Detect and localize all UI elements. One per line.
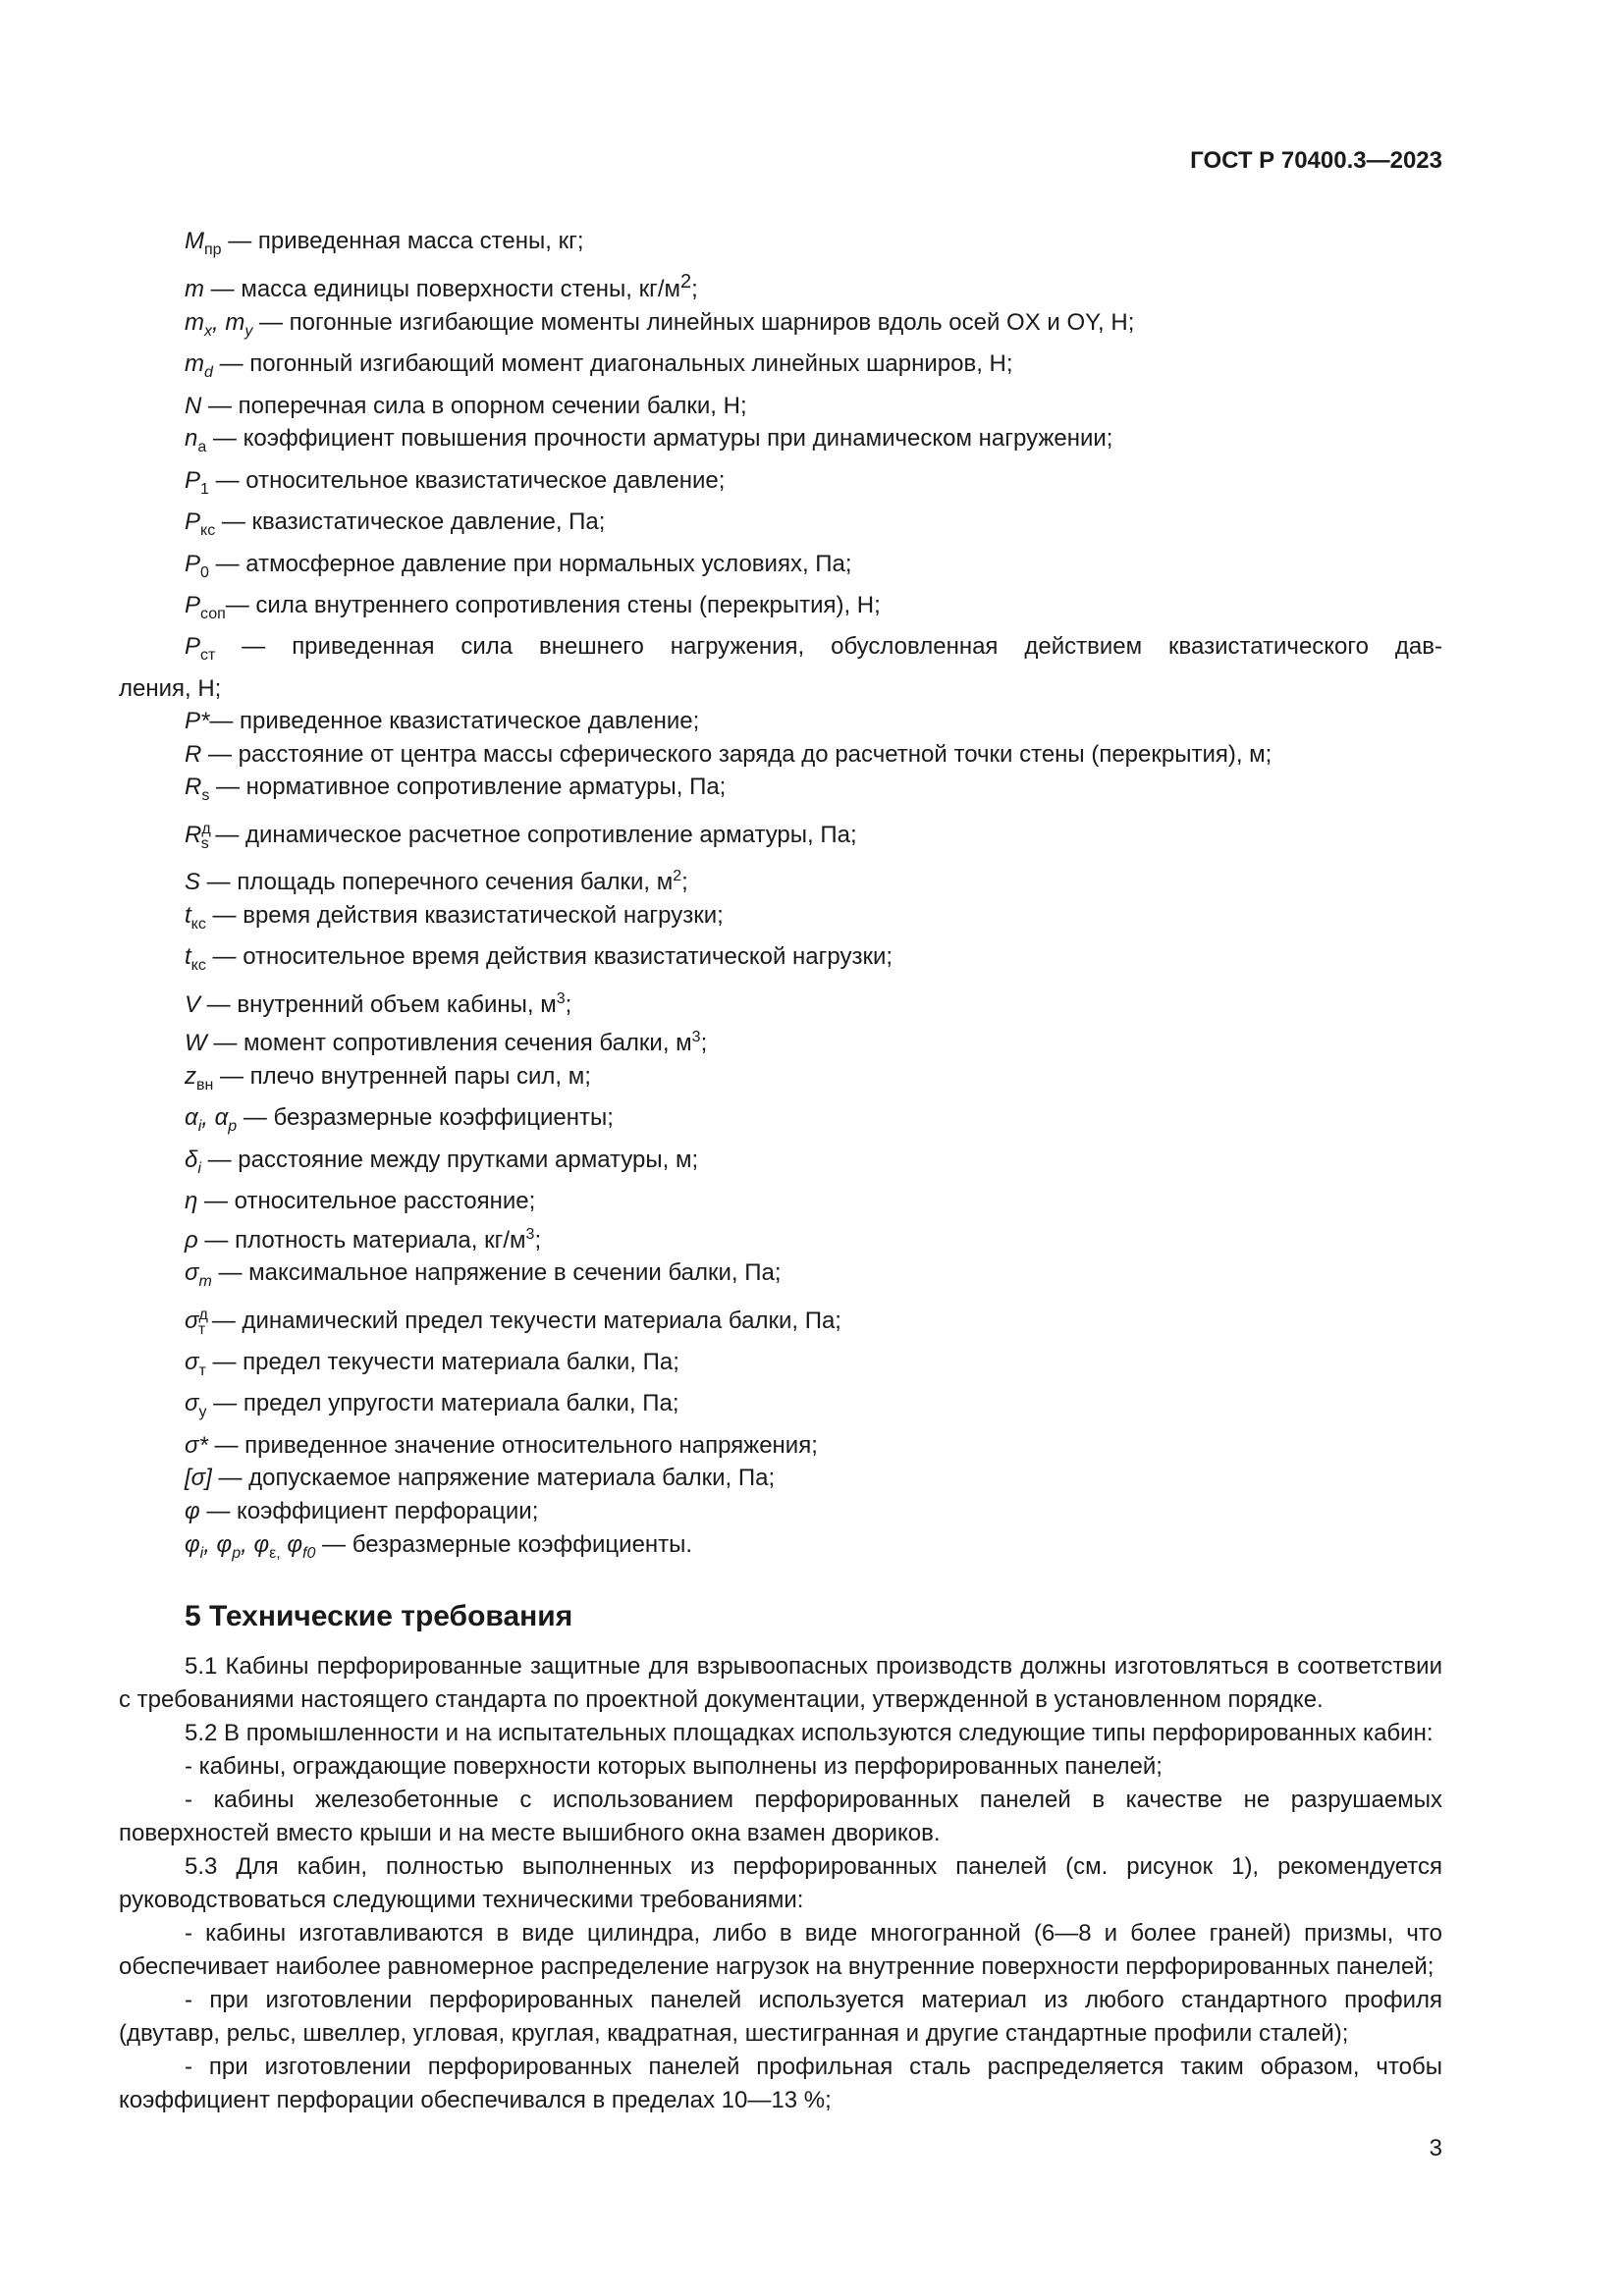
symbol-definition <box>119 1256 1442 1298</box>
symbol-definition <box>119 940 1442 982</box>
symbol-description: — приведенное значение относительного напряжения; <box>207 1431 818 1459</box>
symbol-description: — безразмерные коэффициенты; <box>237 1104 614 1132</box>
symbol-description: — динамический предел текучести материала балки, Па; <box>205 1307 841 1334</box>
symbol-definition <box>119 464 1442 506</box>
symbol-definition <box>119 1299 1442 1346</box>
symbol-description: — квазистатическое давление, Па; <box>215 508 606 536</box>
symbol-description: — безразмерные коэффициенты. <box>315 1530 693 1558</box>
symbol: $P_{кс}$ <box>185 508 216 539</box>
symbol-description: — предел текучести материала балки, Па; <box>205 1348 679 1375</box>
symbol-description: — приведенная масса стены, кг; <box>221 228 584 254</box>
symbol-description: — масса единицы поверхности стены, кг/м <box>204 276 681 303</box>
symbol-definition <box>119 225 1442 266</box>
symbol: φ <box>185 1497 200 1524</box>
symbol-definition <box>119 1185 1442 1218</box>
symbol: $m_x$, $m_y$ <box>185 308 253 340</box>
symbol-description: — относительное квазистатическое давление; <box>208 466 726 494</box>
symbol-definition <box>119 306 1442 347</box>
symbol-definition <box>119 1462 1442 1495</box>
symbol: $n_а$ <box>185 425 207 456</box>
symbol: R <box>185 740 202 768</box>
symbol-definition <box>119 347 1442 389</box>
symbol: $t_{кс}$ <box>185 943 206 975</box>
symbol: $\delta_i$ <box>185 1146 201 1177</box>
list-item: - при изготовлении перфорированных панелей профильная сталь распределяется таким образом, чтобы коэффициент перфорации обеспечивался в пределах 10—13 %; <box>119 2053 1442 2113</box>
symbol: S <box>185 869 201 896</box>
page-content <box>119 225 1442 2117</box>
symbol-definition <box>119 771 1442 812</box>
symbol: $M_{пр}$ <box>185 228 222 258</box>
symbol-list <box>119 225 1442 1570</box>
symbol: V <box>185 990 201 1018</box>
symbol-definition <box>119 813 1442 860</box>
symbol: W <box>185 1030 207 1057</box>
symbol: P* <box>185 708 210 735</box>
symbol-description: — приведенное квазистатическое давление; <box>209 708 700 735</box>
symbol-description: — предел упругости материала балки, Па; <box>206 1390 679 1417</box>
symbol-description: — динамическое расчетное сопротивление арматуры, Па; <box>208 821 857 848</box>
symbol: ρ <box>185 1226 198 1254</box>
symbol-definition <box>119 506 1442 547</box>
symbol: $P_0$ <box>185 550 209 581</box>
symbol-definition <box>119 1060 1442 1101</box>
symbol-definition <box>119 738 1442 772</box>
symbol-description: — относительное время действия квазистатической нагрузки; <box>205 943 893 971</box>
symbol: $z_{вн}$ <box>185 1062 214 1094</box>
symbol-definition <box>119 1387 1442 1428</box>
symbol-definition: S — площадь поперечного сечения балки, $м^2$; <box>185 868 688 896</box>
symbol: $P_{соп}$ <box>185 591 226 622</box>
symbol-definition <box>119 1101 1442 1143</box>
symbol: $\sigma_у$ <box>185 1390 207 1421</box>
symbol-definition <box>119 1346 1442 1387</box>
symbol-description: — плечо внутренней пары сил, м; <box>213 1062 591 1090</box>
list-item: - при изготовлении перфорированных панелей используется материал из любого стандартного профиля (двутавр, рельс, швеллер, угловая, круглая, квадратная, шестигранная и другие стандартные профили сталей); <box>119 1986 1442 2047</box>
symbol-definition: W — момент сопротивления сечения балки, $м^3$; <box>185 1029 708 1057</box>
symbol-definition <box>119 390 1442 423</box>
symbol-description: — коэффициент повышения прочности арматуры при динамическом нагружении; <box>206 425 1113 453</box>
page-number: 3 <box>1429 2135 1442 2162</box>
section-body <box>119 1650 1442 2117</box>
symbol: N <box>185 392 202 419</box>
symbol: $P_{ст}$ <box>185 633 216 665</box>
symbol-description: — относительное расстояние; <box>197 1188 536 1214</box>
symbol-description: — расстояние между прутками арматуры, м; <box>200 1146 699 1173</box>
symbol-definition <box>119 589 1442 630</box>
document-id: ГОСТ Р 70400.3—2023 <box>1190 147 1442 174</box>
symbol-definition <box>119 630 1442 671</box>
symbol-description: — максимальное напряжение в сечении балки, Па; <box>211 1259 782 1287</box>
symbol-description: — расстояние от центра массы сферического заряда до расчетной точки стены (перекрытия), м; <box>201 740 1272 768</box>
symbol-description: — момент сопротивления сечения балки, м <box>206 1030 692 1057</box>
symbol-description: — плотность материала, кг/м <box>197 1226 526 1254</box>
paragraph-5-1: 5.1 Кабины перфорированные защитные для взрывоопасных производств должны изготовляться в соответствии с требованиями настоящего стандарта по проектной документации, утвержденной в установленном порядке. <box>119 1652 1442 1713</box>
symbol: $\varphi_i$, $\varphi_p$, $\varphi_{\varepsilon,}$ $\varphi_{f0}$ <box>185 1530 316 1562</box>
symbol: $P_1$ <box>185 466 209 498</box>
symbol: $R_s$ <box>185 774 210 805</box>
symbol-description: — время действия квазистатической нагрузки; <box>205 901 724 929</box>
list-item: - кабины железобетонные с использованием перфорированных панелей в качестве не разрушаемых поверхностей вместо крыши и на месте вышибного окна взамен двориков. <box>119 1786 1442 1846</box>
symbol-definition: ρ — плотность материала, $кг/м^3$; <box>185 1225 542 1254</box>
symbol-description: — погонные изгибающие моменты линейных шарниров вдоль осей OX и OY, Н; <box>252 308 1135 336</box>
symbol-description: — допускаемое напряжение материала балки, Па; <box>211 1465 776 1492</box>
symbol-definition <box>119 705 1442 738</box>
symbol-definition: m — масса единицы поверхности стены, $кг/м^2$; <box>185 271 698 303</box>
symbol: $\sigma_m$ <box>185 1259 212 1290</box>
symbol-description: — погонный изгибающий момент диагональных линейных шарниров, Н; <box>212 350 1013 378</box>
section-title: 5 Технические требования <box>185 1599 573 1632</box>
symbol: σ* <box>185 1431 208 1459</box>
list-item: - кабины изготавливаются в виде цилиндра, либо в виде многогранной (6—8 и более граней) призмы, что обеспечивает наиболее равномерное распределение нагрузок на внутренние поверхности перфорированных панелей; <box>119 1919 1442 1980</box>
symbol-description: — площадь поперечного сечения балки, м <box>200 869 674 896</box>
paragraph-5-2: 5.2 В промышленности и на испытательных площадках используются следующие типы перфорированных кабин: <box>185 1719 1434 1746</box>
symbol: $\sigma^д_т$ <box>185 1306 208 1338</box>
symbol-description: — внутренний объем кабины, м <box>200 990 557 1018</box>
symbol: $t_{кс}$ <box>185 901 206 933</box>
symbol-description: — поперечная сила в опорном сечении балки, Н; <box>201 392 747 419</box>
symbol-description: — атмосферное давление при нормальных условиях, Па; <box>208 550 852 577</box>
symbol-definition <box>119 548 1442 589</box>
symbol: $m_d$ <box>185 350 213 382</box>
symbol-definition-continuation: ления, Н; <box>119 674 222 702</box>
symbol: $R^д_s$ <box>185 820 211 852</box>
symbol: [σ] <box>185 1465 212 1492</box>
symbol-description: — коэффициент перфорации; <box>199 1497 539 1524</box>
symbol-description: — сила внутреннего сопротивления стены (перекрытия), Н; <box>225 591 881 618</box>
symbol-description: — нормативное сопротивление арматуры, Па; <box>209 774 727 801</box>
symbol-definition <box>119 899 1442 940</box>
symbol: $\sigma_т$ <box>185 1348 206 1379</box>
symbol: m <box>185 276 204 303</box>
symbol-definition <box>119 1429 1442 1463</box>
symbol-definition <box>119 1528 1442 1570</box>
symbol: η <box>185 1188 198 1214</box>
symbol-definition <box>119 422 1442 463</box>
symbol-definition <box>119 1144 1442 1185</box>
symbol-definition <box>119 1495 1442 1528</box>
symbol: $\alpha_i$, $\alpha_p$ <box>185 1104 238 1136</box>
symbol-description: — приведенная сила внешнего нагружения, обусловленная действием квазистатического дав- <box>215 633 1442 661</box>
paragraph-5-3: 5.3 Для кабин, полностью выполненных из перфорированных панелей (см. рисунок 1), рекомендуется руководствоваться следующими техническими требованиями: <box>119 1852 1442 1913</box>
list-item: - кабины, ограждающие поверхности которых выполнены из перфорированных панелей; <box>185 1752 1163 1780</box>
symbol-definition: V — внутренний объем кабины, $м^3$; <box>185 989 572 1018</box>
